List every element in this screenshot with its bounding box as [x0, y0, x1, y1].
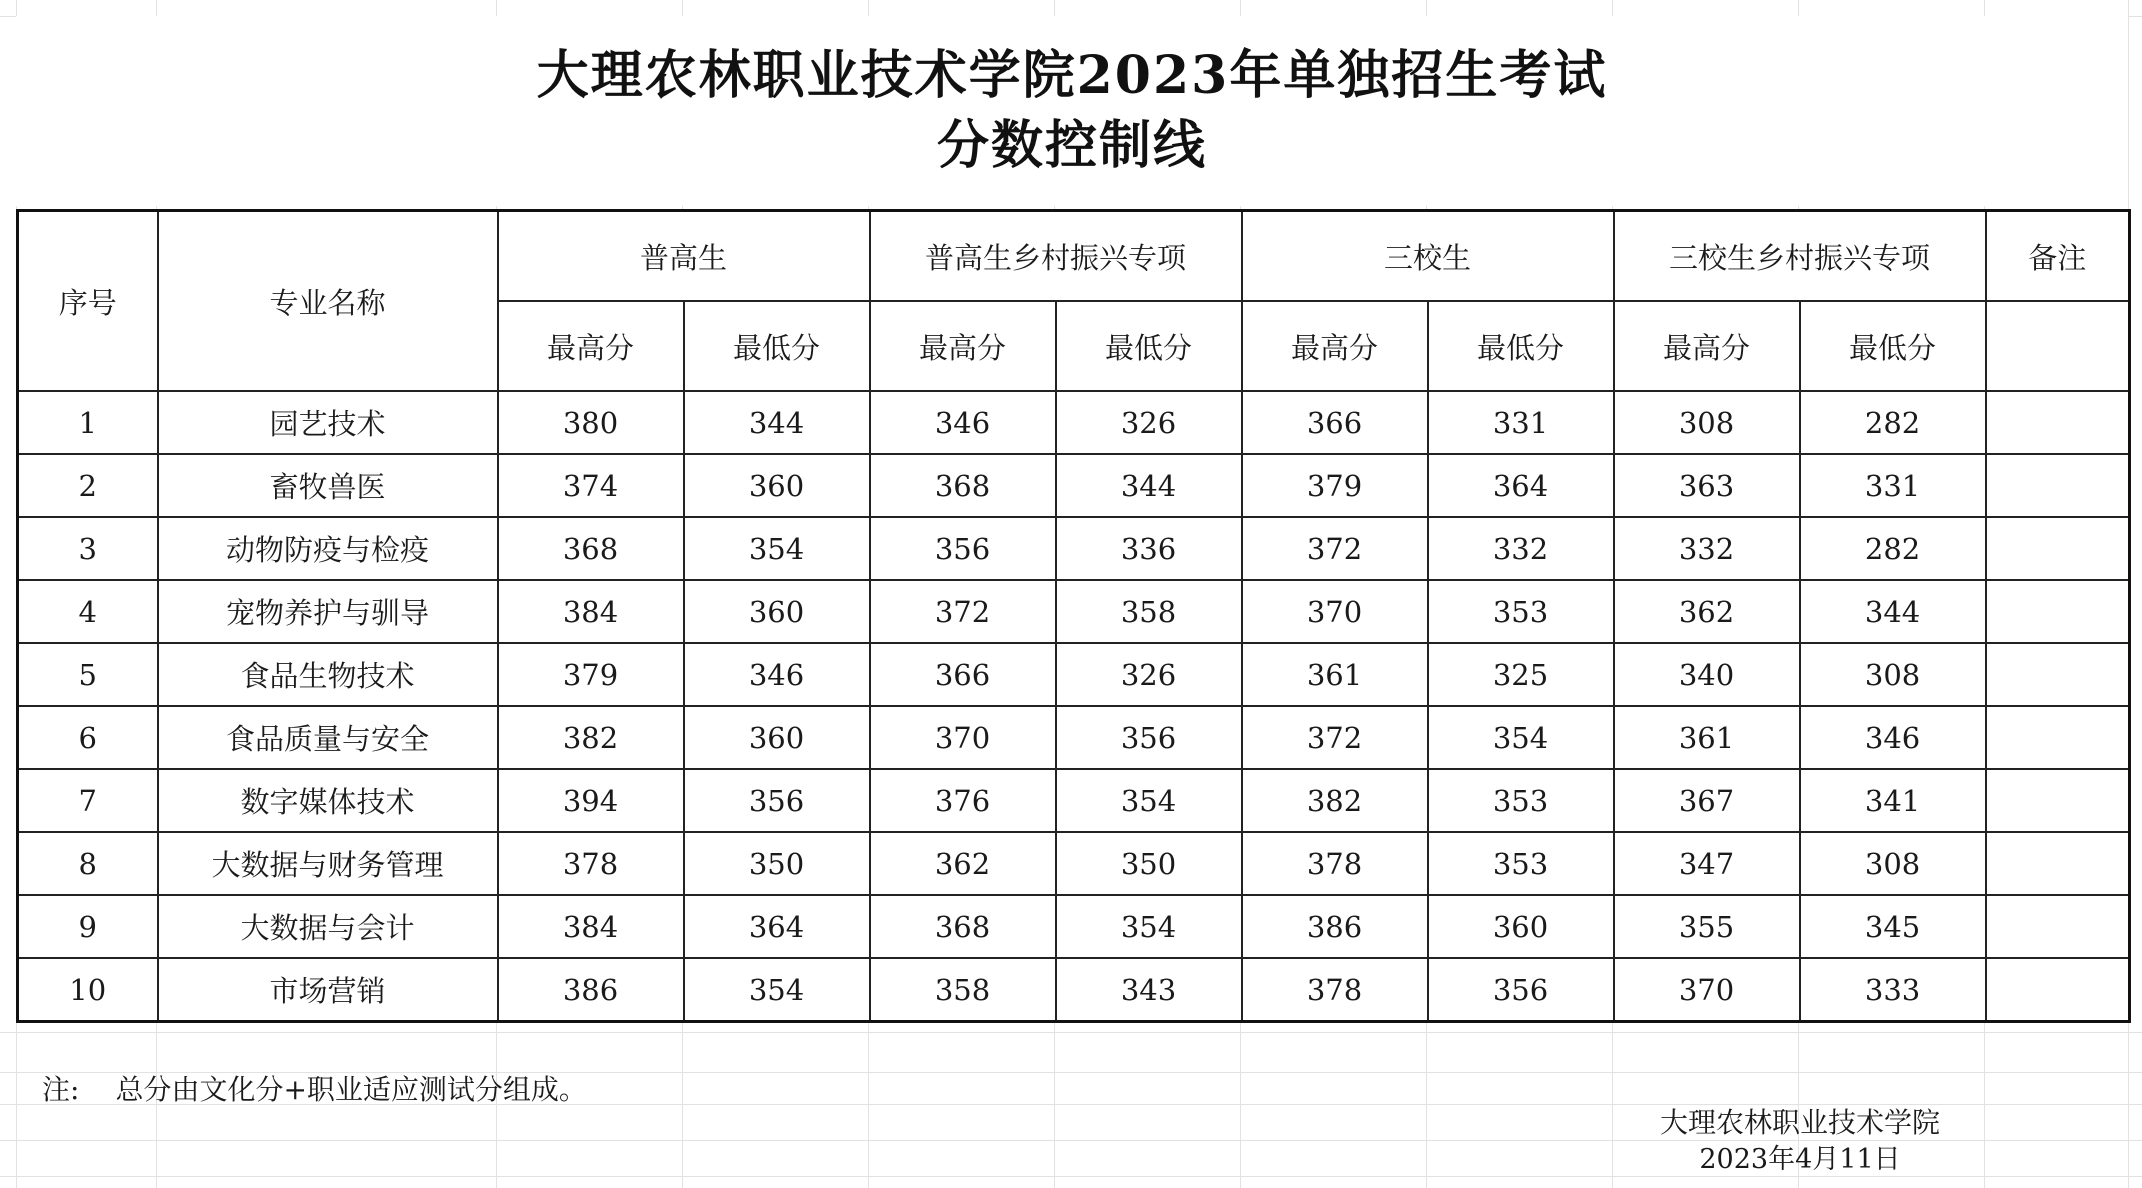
- cell-min-score: 353: [1428, 580, 1614, 643]
- cell-min-score: 360: [684, 454, 870, 517]
- cell-remark: [1986, 958, 2130, 1022]
- cell-index: 2: [18, 454, 158, 517]
- cell-min-score: 350: [1056, 832, 1242, 895]
- signature-org: 大理农林职业技术学院: [1659, 1106, 1940, 1139]
- table-row: [18, 895, 2130, 958]
- cell-min-score: 344: [1800, 580, 1986, 643]
- cell-min-score: 344: [1056, 454, 1242, 517]
- cell-max-score: 374: [498, 454, 684, 517]
- cell-major: 畜牧兽医: [158, 454, 498, 517]
- header-group-vocational: 三校生: [1242, 211, 1614, 302]
- header-row-groups: [18, 211, 2130, 302]
- cell-remark: [1986, 769, 2130, 832]
- table-row: [18, 643, 2130, 706]
- cell-remark: [1986, 706, 2130, 769]
- cell-major: 市场营销: [158, 958, 498, 1022]
- cell-max-score: 384: [498, 895, 684, 958]
- cell-min-score: 356: [1056, 706, 1242, 769]
- header-max: 最高分: [1614, 301, 1800, 391]
- cell-max-score: 362: [870, 832, 1056, 895]
- cell-remark: [1986, 832, 2130, 895]
- header-group-vocational-rural: 三校生乡村振兴专项: [1614, 211, 1986, 302]
- cell-min-score: 333: [1800, 958, 1986, 1022]
- cell-min-score: 332: [1428, 517, 1614, 580]
- cell-major: 大数据与财务管理: [158, 832, 498, 895]
- score-table: [16, 209, 2131, 1023]
- cell-min-score: 331: [1428, 391, 1614, 454]
- cell-min-score: 325: [1428, 643, 1614, 706]
- header-index: 序号: [18, 211, 158, 392]
- cell-max-score: 382: [498, 706, 684, 769]
- cell-min-score: 354: [684, 958, 870, 1022]
- cell-min-score: 353: [1428, 832, 1614, 895]
- signature-block: [1640, 1104, 1960, 1178]
- gridline-horizontal: [0, 1032, 2142, 1033]
- table-row: [18, 769, 2130, 832]
- cell-min-score: 346: [684, 643, 870, 706]
- cell-max-score: 372: [870, 580, 1056, 643]
- cell-max-score: 308: [1614, 391, 1800, 454]
- cell-min-score: 308: [1800, 643, 1986, 706]
- document-title: [16, 16, 2128, 206]
- cell-min-score: 326: [1056, 391, 1242, 454]
- cell-max-score: 366: [870, 643, 1056, 706]
- cell-min-score: 354: [684, 517, 870, 580]
- cell-min-score: 356: [1428, 958, 1614, 1022]
- cell-min-score: 360: [684, 706, 870, 769]
- table-body: [18, 391, 2130, 1022]
- cell-min-score: 308: [1800, 832, 1986, 895]
- footnote-label: 注:: [42, 1073, 80, 1106]
- cell-min-score: 336: [1056, 517, 1242, 580]
- cell-max-score: 379: [1242, 454, 1428, 517]
- cell-remark: [1986, 517, 2130, 580]
- title-line-2: 分数控制线: [936, 115, 1207, 176]
- header-group-regular-rural: 普高生乡村振兴专项: [870, 211, 1242, 302]
- cell-min-score: 326: [1056, 643, 1242, 706]
- cell-max-score: 368: [498, 517, 684, 580]
- cell-index: 3: [18, 517, 158, 580]
- cell-max-score: 386: [1242, 895, 1428, 958]
- cell-min-score: 350: [684, 832, 870, 895]
- cell-min-score: 358: [1056, 580, 1242, 643]
- cell-major: 大数据与会计: [158, 895, 498, 958]
- cell-max-score: 368: [870, 895, 1056, 958]
- cell-index: 9: [18, 895, 158, 958]
- cell-max-score: 356: [870, 517, 1056, 580]
- cell-remark: [1986, 895, 2130, 958]
- cell-max-score: 370: [1242, 580, 1428, 643]
- cell-max-score: 355: [1614, 895, 1800, 958]
- title-line-1: 大理农林职业技术学院2023年单独招生考试: [536, 45, 1608, 106]
- cell-max-score: 347: [1614, 832, 1800, 895]
- cell-remark: [1986, 454, 2130, 517]
- cell-max-score: 366: [1242, 391, 1428, 454]
- cell-max-score: 340: [1614, 643, 1800, 706]
- cell-min-score: 360: [1428, 895, 1614, 958]
- cell-major: 动物防疫与检疫: [158, 517, 498, 580]
- cell-min-score: 282: [1800, 391, 1986, 454]
- cell-max-score: 370: [870, 706, 1056, 769]
- table-row: [18, 454, 2130, 517]
- table-row: [18, 832, 2130, 895]
- cell-remark: [1986, 391, 2130, 454]
- cell-remark: [1986, 643, 2130, 706]
- header-min: 最低分: [1056, 301, 1242, 391]
- cell-max-score: 363: [1614, 454, 1800, 517]
- cell-min-score: 354: [1056, 769, 1242, 832]
- cell-min-score: 356: [684, 769, 870, 832]
- cell-min-score: 345: [1800, 895, 1986, 958]
- cell-major: 食品生物技术: [158, 643, 498, 706]
- header-group-regular: 普高生: [498, 211, 870, 302]
- header-major: 专业名称: [158, 211, 498, 392]
- footnote: [42, 1068, 587, 1108]
- cell-index: 4: [18, 580, 158, 643]
- table-row: [18, 391, 2130, 454]
- cell-max-score: 380: [498, 391, 684, 454]
- cell-remark: [1986, 580, 2130, 643]
- cell-min-score: 331: [1800, 454, 1986, 517]
- header-max: 最高分: [870, 301, 1056, 391]
- cell-major: 宠物养护与驯导: [158, 580, 498, 643]
- cell-max-score: 378: [498, 832, 684, 895]
- header-max: 最高分: [498, 301, 684, 391]
- cell-min-score: 364: [1428, 454, 1614, 517]
- table-row: [18, 958, 2130, 1022]
- cell-index: 10: [18, 958, 158, 1022]
- cell-min-score: 353: [1428, 769, 1614, 832]
- cell-max-score: 362: [1614, 580, 1800, 643]
- cell-major: 食品质量与安全: [158, 706, 498, 769]
- cell-index: 6: [18, 706, 158, 769]
- cell-max-score: 367: [1614, 769, 1800, 832]
- cell-index: 5: [18, 643, 158, 706]
- cell-min-score: 282: [1800, 517, 1986, 580]
- cell-max-score: 368: [870, 454, 1056, 517]
- cell-max-score: 386: [498, 958, 684, 1022]
- table-row: [18, 706, 2130, 769]
- cell-max-score: 394: [498, 769, 684, 832]
- cell-max-score: 379: [498, 643, 684, 706]
- cell-max-score: 376: [870, 769, 1056, 832]
- cell-min-score: 344: [684, 391, 870, 454]
- cell-major: 数字媒体技术: [158, 769, 498, 832]
- cell-max-score: 378: [1242, 958, 1428, 1022]
- header-max: 最高分: [1242, 301, 1428, 391]
- cell-max-score: 378: [1242, 832, 1428, 895]
- table-row: [18, 580, 2130, 643]
- cell-max-score: 372: [1242, 706, 1428, 769]
- cell-max-score: 332: [1614, 517, 1800, 580]
- cell-min-score: 364: [684, 895, 870, 958]
- header-min: 最低分: [684, 301, 870, 391]
- header-remark: 备注: [1986, 211, 2130, 302]
- cell-index: 7: [18, 769, 158, 832]
- table-row: [18, 517, 2130, 580]
- cell-min-score: 346: [1800, 706, 1986, 769]
- cell-max-score: 370: [1614, 958, 1800, 1022]
- cell-max-score: 361: [1242, 643, 1428, 706]
- cell-min-score: 360: [684, 580, 870, 643]
- footnote-text: 总分由文化分+职业适应测试分组成。: [115, 1073, 587, 1106]
- cell-max-score: 358: [870, 958, 1056, 1022]
- cell-index: 8: [18, 832, 158, 895]
- header-remark-blank: [1986, 301, 2130, 391]
- cell-major: 园艺技术: [158, 391, 498, 454]
- cell-max-score: 372: [1242, 517, 1428, 580]
- cell-max-score: 361: [1614, 706, 1800, 769]
- cell-max-score: 382: [1242, 769, 1428, 832]
- cell-min-score: 354: [1428, 706, 1614, 769]
- header-min: 最低分: [1800, 301, 1986, 391]
- cell-min-score: 343: [1056, 958, 1242, 1022]
- cell-min-score: 341: [1800, 769, 1986, 832]
- cell-min-score: 354: [1056, 895, 1242, 958]
- signature-date: 2023年4月11日: [1699, 1144, 1901, 1175]
- cell-index: 1: [18, 391, 158, 454]
- cell-max-score: 346: [870, 391, 1056, 454]
- header-min: 最低分: [1428, 301, 1614, 391]
- cell-max-score: 384: [498, 580, 684, 643]
